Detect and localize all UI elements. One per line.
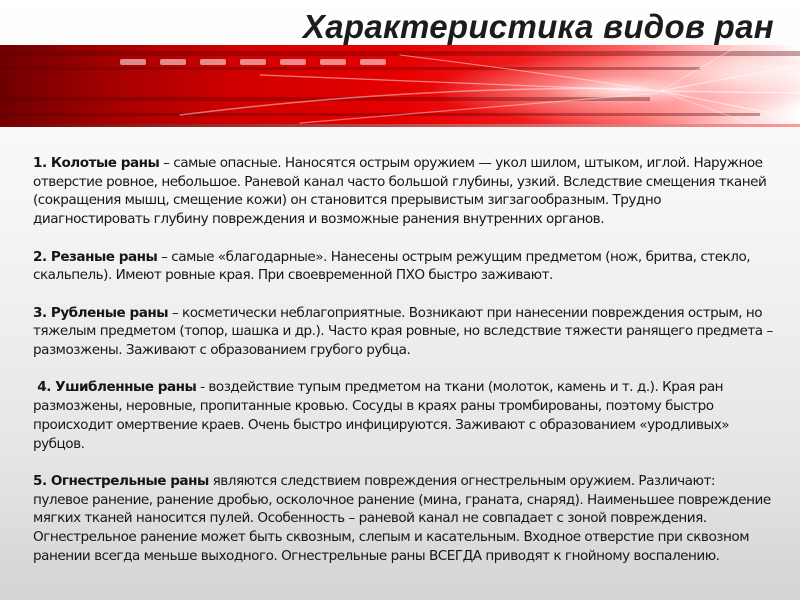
text-chopped-wounds: – косметически неблагоприятные. Возникают при нанесении повреждения острым, но тяжелым предметом (топор, шашка и др.). Часто края ровные, но вследствие тяжести ранящего предмета – размозжены. Заживают с образованием грубого рубца. [33, 304, 773, 358]
heading-gunshot-wounds: 5. Огнестрельные раны [33, 472, 209, 489]
heading-stab-wounds: 1. Колотые раны [33, 155, 160, 171]
paragraph-gunshot-wounds [33, 472, 773, 566]
text-contused-wounds: - воздействие тупым предметом на ткани (молоток, камень и т. д.). Края ран размозжены, неровные, пропитанные кровью. Сосуды в краях раны тромбированы, поэтому быстро происходит омертвение краев. Очень быстро инфицируются. Заживают с образованием «уродливых» рубцов. [33, 379, 730, 452]
text-stab-wounds: – самые опасные. Наносятся острым оружием — укол шилом, штыком, иглой. Наружное отверстие ровное, небольшое. Раневой канал часто большой глубины, узкий. Вследствие смещения тканей (сокращения мышц, смещение кожи) он становится прерывистым зигзагообразным. Трудно диагностировать глубину повреждения и возможные ранения внутренних органов. [33, 155, 767, 228]
heading-incised-wounds: 2. Резаные раны [33, 248, 158, 265]
paragraph-stab-wounds [33, 154, 773, 229]
text-gunshot-wounds: являются следствием повреждения огнестрельным оружием. Различают: пулевое ранение, ранение дробью, осколочное ранение (мина, граната, снаряд). Наименьшее повреждение мягких тканей наносится пулей. Особенность – раневой канал не совпадает с зоной повреждения. Огнестрельное ранение может быть сквозным, слепым и касательным. Входное отверстие при сквозном ранении всегда меньше выходного. Огнестрельные раны ВСЕГДА приводят к гнойному воспалению. [33, 472, 771, 564]
decorative-banner [0, 45, 800, 127]
heading-chopped-wounds: 3. Рубленые раны [33, 304, 169, 321]
paragraph-chopped-wounds [33, 304, 773, 360]
paragraph-incised-wounds [33, 248, 773, 285]
slide-title: Характеристика видов ран [302, 8, 774, 45]
paragraph-contused-wounds [33, 378, 773, 453]
banner-streaks [0, 45, 800, 127]
slide-content [33, 154, 773, 584]
heading-contused-wounds: 4. Ушибленные раны [33, 379, 197, 396]
text-incised-wounds: – самые «благодарные». Нанесены острым режущим предметом (нож, бритва, стекло, скальпель). Имеют ровные края. При своевременной ПХО быстро заживают. [33, 248, 751, 284]
